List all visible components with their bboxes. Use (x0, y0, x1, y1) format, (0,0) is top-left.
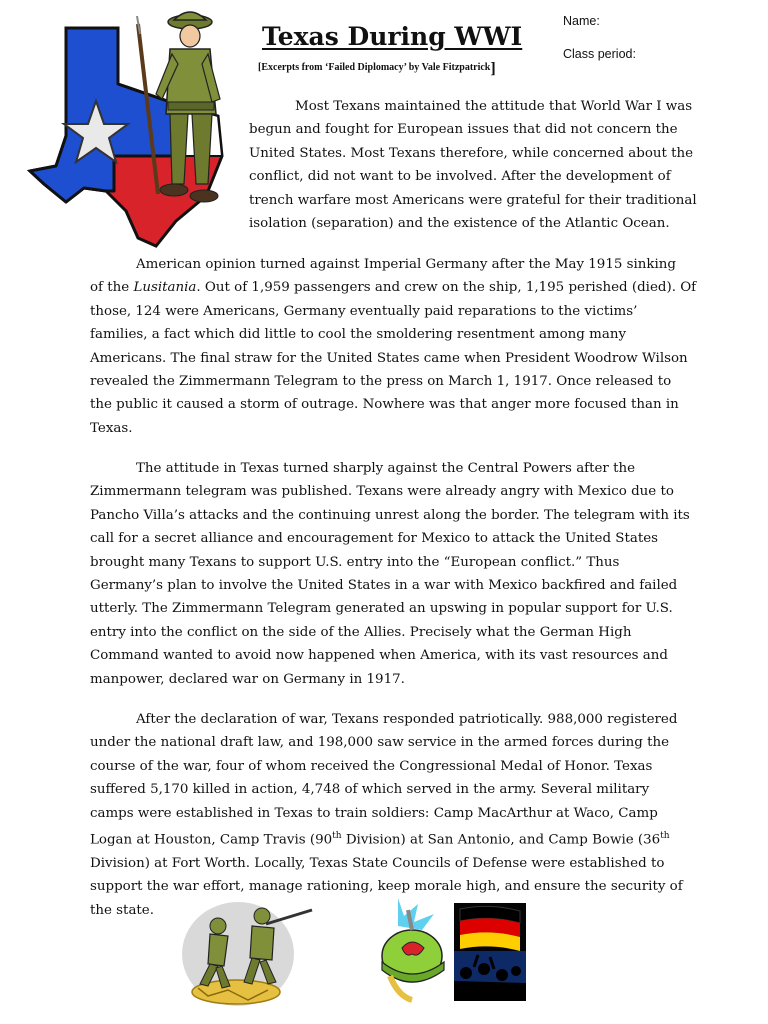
paragraph-4 (90, 708, 683, 922)
text-line: American opinion turned against Imperial Germany after the May 1915 sinking (136, 257, 676, 272)
text-fragment: of the (90, 280, 134, 296)
text-line: begun and fought for European issues that did not concern the (249, 122, 678, 138)
text-line: the public it caused a storm of outrage. Nowhere was that anger more focused than in (90, 397, 679, 413)
text-line: trench warfare most Americans were grateful for their traditional (249, 192, 697, 208)
text-line (90, 825, 683, 852)
text-fragment: . Out of 1,959 passengers and crew on the ship, 1,195 perished (died). Of (196, 280, 697, 296)
paragraph-2 (90, 253, 696, 440)
doughboy-soldier-icon (128, 4, 228, 214)
class-period-label: Class period: (563, 47, 636, 61)
text-line: support the war effort, manage rationing, keep morale high, and ensure the security of (90, 879, 683, 895)
text-line: call for a secret alliance and encouragement for Mexico to attack the United States (90, 531, 659, 547)
text-line: United States. Most Texans therefore, while concerned about the (249, 145, 694, 161)
text-fragment: Division) at San Antonio, and Camp Bowie (36 (341, 832, 661, 848)
fighting-soldiers-clipart (178, 896, 318, 1010)
text-line: Germany’s plan to involve the United States in a war with Mexico backfired and failed (90, 578, 678, 594)
ordinal-suffix: th (332, 831, 342, 842)
subtitle-bracket: ] (490, 60, 496, 77)
text-line: Command wanted to avoid now happened when America, with its vast resources and (90, 648, 668, 664)
name-label: Name: (563, 14, 600, 28)
text-line: Division) at Fort Worth. Locally, Texas State Councils of Defense were established to (90, 855, 665, 871)
text-line: entry into the conflict on the side of the Allies. Precisely what the German High (90, 624, 632, 640)
text-line: the state. (90, 902, 154, 918)
text-line: suffered 5,170 killed in action, 4,748 of which served in the army. Several military (90, 782, 650, 798)
text-line: Texas. (90, 420, 133, 436)
paragraph-3 (90, 457, 690, 691)
text-line: brought many Texans to support U.S. entry into the “European conflict.” Thus (90, 554, 620, 570)
text-line: Most Texans maintained the attitude that World War I was (295, 99, 693, 114)
text-line: course of the war, four of whom received the Congressional Medal of Honor. Texas (90, 758, 653, 774)
german-flag-crowd-clipart (454, 903, 526, 1001)
text-line: After the declaration of war, Texans responded patriotically. 988,000 registered (136, 712, 678, 727)
paragraph-1 (249, 95, 697, 235)
text-line: The attitude in Texas turned sharply against the Central Powers after the (136, 461, 636, 476)
pickelhaube-helmet-clipart (368, 896, 458, 1006)
text-fragment: Logan at Houston, Camp Travis (90 (90, 832, 333, 848)
ordinal-suffix: th (660, 831, 670, 842)
subtitle-text: [Excerpts from ‘Failed Diplomacy’ by Vale Fitzpatrick (258, 62, 491, 73)
text-line: under the national draft law, and 198,000 saw service in the armed forces during the (90, 735, 670, 751)
text-line: families, a fact which did little to cool the smoldering resentment among many (90, 327, 627, 343)
text-line: conflict, did not want to be involved. After the development of (249, 169, 671, 185)
text-line: isolation (separation) and the existence of the Atlantic Ocean. (249, 216, 670, 232)
text-line: Zimmermann telegram was published. Texans were already angry with Mexico due to (90, 484, 674, 500)
text-line: manpower, declared war on Germany in 1917. (90, 671, 405, 687)
text-line: revealed the Zimmermann Telegram to the press on March 1, 1917. Once released to (90, 374, 672, 390)
subtitle (258, 60, 518, 78)
text-line: those, 124 were Americans, Germany eventually paid reparations to the victims’ (90, 303, 638, 319)
ship-name-italic: Lusitania (133, 280, 197, 296)
text-line (90, 276, 696, 299)
text-line: utterly. The Zimmermann Telegram generated an upswing in popular support for U.S. (90, 601, 673, 617)
text-line: camps were established in Texas to train soldiers: Camp MacArthur at Waco, Camp (90, 805, 658, 821)
text-line: Pancho Villa’s attacks and the continuing unrest along the border. The telegram with its (90, 507, 690, 523)
page-title: Texas During WWI (262, 22, 523, 51)
text-line: Americans. The final straw for the United States came when President Woodrow Wilson (90, 350, 688, 366)
